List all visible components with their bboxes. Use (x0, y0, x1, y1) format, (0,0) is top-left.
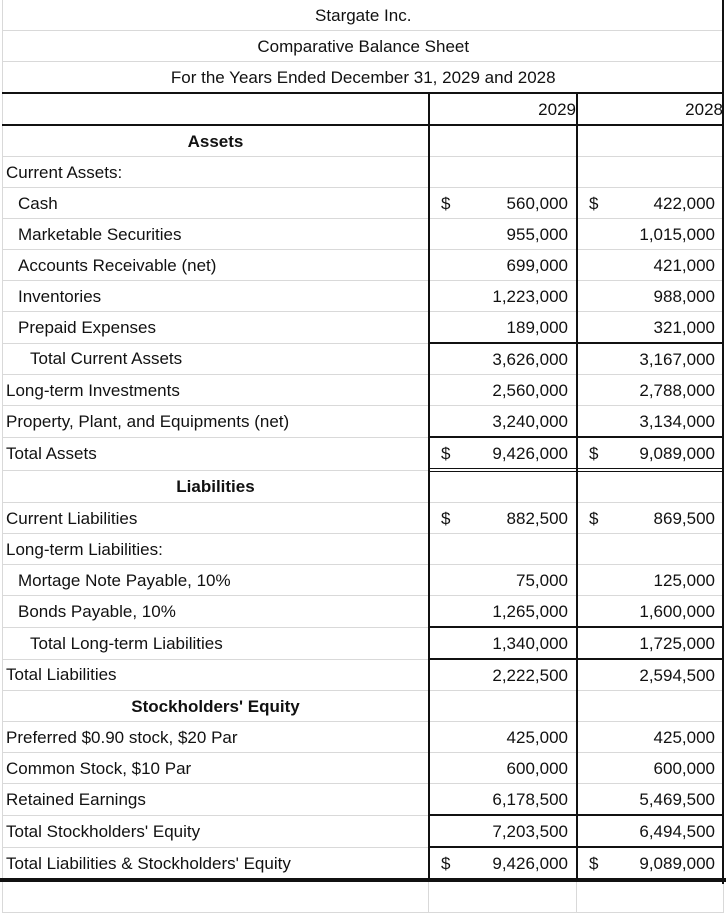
liabilities-heading: Liabilities (3, 470, 429, 503)
value-2029: 7,203,500 (492, 821, 568, 841)
row-label: Total Liabilities (3, 659, 429, 691)
table-row (3, 219, 724, 250)
value-2028: 1,015,000 (639, 224, 715, 244)
section-row (3, 125, 724, 157)
row-label: Cash (3, 188, 429, 219)
assets-heading: Assets (3, 125, 429, 157)
value-2028: 125,000 (653, 570, 715, 590)
table-row (3, 157, 724, 188)
lt-liabilities-heading: Long-term Liabilities: (3, 534, 429, 565)
currency-symbol: $ (589, 443, 599, 463)
value-2029: 1,223,000 (492, 286, 568, 306)
row-label: Accounts Receivable (net) (3, 250, 429, 281)
year-2028-header: 2028 (577, 93, 724, 125)
value-2029: 1,340,000 (492, 633, 568, 653)
row-label: Common Stock, $10 Par (3, 753, 429, 784)
value-2029: 560,000 (506, 193, 568, 213)
value-2029: 3,240,000 (492, 411, 568, 431)
table-row (3, 437, 724, 470)
table-row (3, 281, 724, 312)
row-label: Prepaid Expenses (3, 312, 429, 344)
value-2028: 6,494,500 (639, 821, 715, 841)
currency-symbol: $ (589, 508, 599, 528)
currency-symbol: $ (441, 853, 451, 873)
row-label: Preferred $0.90 stock, $20 Par (3, 722, 429, 753)
row-label: Current Liabilities (3, 503, 429, 534)
value-2029: 75,000 (516, 570, 568, 590)
value-2029: 955,000 (506, 224, 568, 244)
value-2028: 422,000 (653, 193, 715, 213)
table-row (3, 250, 724, 281)
value-2028: 421,000 (653, 255, 715, 275)
value-2029: 425,000 (506, 727, 568, 747)
table-row (3, 534, 724, 565)
subtitle-row (3, 31, 724, 62)
row-label: Mortage Note Payable, 10% (3, 565, 429, 596)
value-2029: 882,500 (506, 508, 568, 528)
value-2028: 5,469,500 (639, 789, 715, 809)
table-row (3, 406, 724, 438)
section-row (3, 691, 724, 722)
row-label: Property, Plant, and Equipments (net) (3, 406, 429, 438)
row-label: Total Liabilities & Stockholders' Equity (3, 847, 429, 880)
table-row (3, 312, 724, 344)
value-2029: 2,560,000 (492, 380, 568, 400)
value-2028: 1,600,000 (639, 601, 715, 621)
table-row (3, 343, 724, 375)
currency-symbol: $ (441, 193, 451, 213)
value-2028: 2,594,500 (639, 665, 715, 685)
row-label: Total Assets (3, 437, 429, 470)
table-row (3, 847, 724, 880)
value-2028: 2,788,000 (639, 380, 715, 400)
value-2029: 6,178,500 (492, 789, 568, 809)
currency-symbol: $ (441, 508, 451, 528)
value-2029: 9,426,000 (492, 443, 568, 463)
company-name: Stargate Inc. (3, 0, 724, 31)
row-label: Total Current Assets (3, 343, 429, 375)
currency-symbol: $ (589, 193, 599, 213)
value-2028: 3,167,000 (639, 349, 715, 369)
row-label: Bonds Payable, 10% (3, 596, 429, 628)
table-row (3, 375, 724, 406)
bottom-border (0, 878, 726, 882)
row-label: Total Long-term Liabilities (3, 627, 429, 659)
table-row (3, 596, 724, 628)
row-label: Total Stockholders' Equity (3, 815, 429, 847)
row-label: Retained Earnings (3, 784, 429, 816)
value-2028: 1,725,000 (639, 633, 715, 653)
value-2029: 2,222,500 (492, 665, 568, 685)
value-2028: 321,000 (653, 317, 715, 337)
year-2029-header: 2029 (429, 93, 577, 125)
value-2028: 988,000 (653, 286, 715, 306)
table-row (3, 627, 724, 659)
value-2028: 3,134,000 (639, 411, 715, 431)
value-2029: 600,000 (506, 758, 568, 778)
table-row (3, 659, 724, 691)
empty-cell (3, 93, 429, 125)
statement-title: Comparative Balance Sheet (3, 31, 724, 62)
year-header-row (3, 93, 724, 125)
value-2029: 699,000 (506, 255, 568, 275)
value-2028: 600,000 (653, 758, 715, 778)
column-divider (428, 92, 430, 878)
right-border (722, 0, 724, 884)
column-divider (576, 92, 578, 878)
row-label: Long-term Investments (3, 375, 429, 406)
statement-period: For the Years Ended December 31, 2029 and 2028 (3, 62, 724, 94)
value-2029: 189,000 (506, 317, 568, 337)
table-row (3, 815, 724, 847)
value-2029: 3,626,000 (492, 349, 568, 369)
equity-heading: Stockholders' Equity (3, 691, 429, 722)
value-2028: 869,500 (653, 508, 715, 528)
section-row (3, 470, 724, 503)
value-2029: 1,265,000 (492, 601, 568, 621)
empty-row (3, 880, 724, 913)
table-row (3, 188, 724, 219)
value-2028: 9,089,000 (639, 443, 715, 463)
table-row (3, 722, 724, 753)
balance-sheet-table (2, 0, 724, 913)
title-row (3, 0, 724, 31)
currency-symbol: $ (441, 443, 451, 463)
row-label: Inventories (3, 281, 429, 312)
current-assets-heading: Current Assets: (3, 157, 429, 188)
value-2028: 9,089,000 (639, 853, 715, 873)
table-row (3, 503, 724, 534)
table-row (3, 753, 724, 784)
table-row (3, 784, 724, 816)
currency-symbol: $ (589, 853, 599, 873)
period-row (3, 62, 724, 94)
value-2029: 9,426,000 (492, 853, 568, 873)
table-row (3, 565, 724, 596)
value-2028: 425,000 (653, 727, 715, 747)
row-label: Marketable Securities (3, 219, 429, 250)
